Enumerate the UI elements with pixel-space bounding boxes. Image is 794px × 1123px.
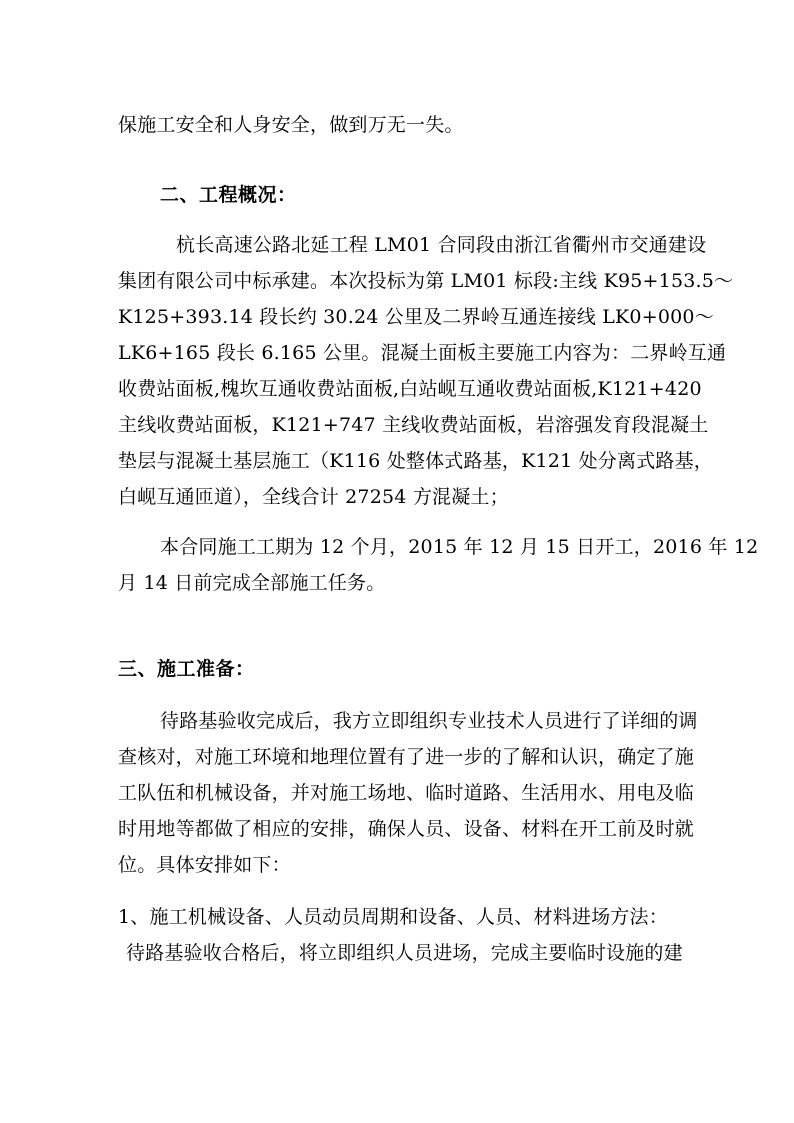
paragraph-line: 垫层与混凝土基层施工（K116 处整体式路基，K121 处分离式路基， [118, 450, 713, 472]
paragraph-line: 收费站面板,槐坎互通收费站面板,白站岘互通收费站面板,K121+420 [118, 378, 702, 400]
paragraph-line: 工队伍和机械设备，并对施工场地、临时道路、生活用水、用电及临 [118, 782, 695, 804]
intro-tail-line: 保施工安全和人身安全，做到万无一失。 [118, 114, 464, 136]
list-item-heading: 1、施工机械设备、人员动员周期和设备、人员、材料进场方法： [118, 906, 668, 928]
paragraph-line: 月 14 日前完成全部施工任务。 [118, 572, 386, 594]
paragraph-line: 白岘互通匝道），全线合计 27254 方混凝土； [118, 486, 509, 508]
section-heading-overview: 二、工程概况： [160, 184, 297, 206]
paragraph-line: 集团有限公司中标承建。本次投标为第 LM01 标段:主线 K95+153.5～ [118, 270, 734, 292]
paragraph-line: 本合同施工工期为 12 个月，2015 年 12 月 15 日开工，2016 年 12 [160, 536, 759, 558]
section-heading-preparation: 三、施工准备： [118, 658, 255, 680]
paragraph-line: 待路基验收合格后，将立即组织人员进场，完成主要临时设施的建 [126, 942, 683, 964]
paragraph-line: LK6+165 段长 6.165 公里。混凝土面板主要施工内容为：二界岭互通 [118, 342, 727, 364]
paragraph-line: 时用地等都做了相应的安排，确保人员、设备、材料在开工前及时就 [118, 818, 695, 840]
paragraph-line: 待路基验收完成后，我方立即组织专业技术人员进行了详细的调 [160, 710, 698, 732]
paragraph-line: 位。具体安排如下： [118, 854, 291, 876]
paragraph-line: K125+393.14 段长约 30.24 公里及二界岭互通连接线 LK0+000～ [118, 306, 714, 328]
paragraph-line: 主线收费站面板，K121+747 主线收费站面板，岩溶强发育段混凝土 [118, 414, 709, 436]
paragraph-line: 查核对，对施工环境和地理位置有了进一步的了解和认识，确定了施 [118, 746, 695, 768]
paragraph-line: 杭长高速公路北延工程 LM01 合同段由浙江省衢州市交通建设 [176, 234, 707, 256]
